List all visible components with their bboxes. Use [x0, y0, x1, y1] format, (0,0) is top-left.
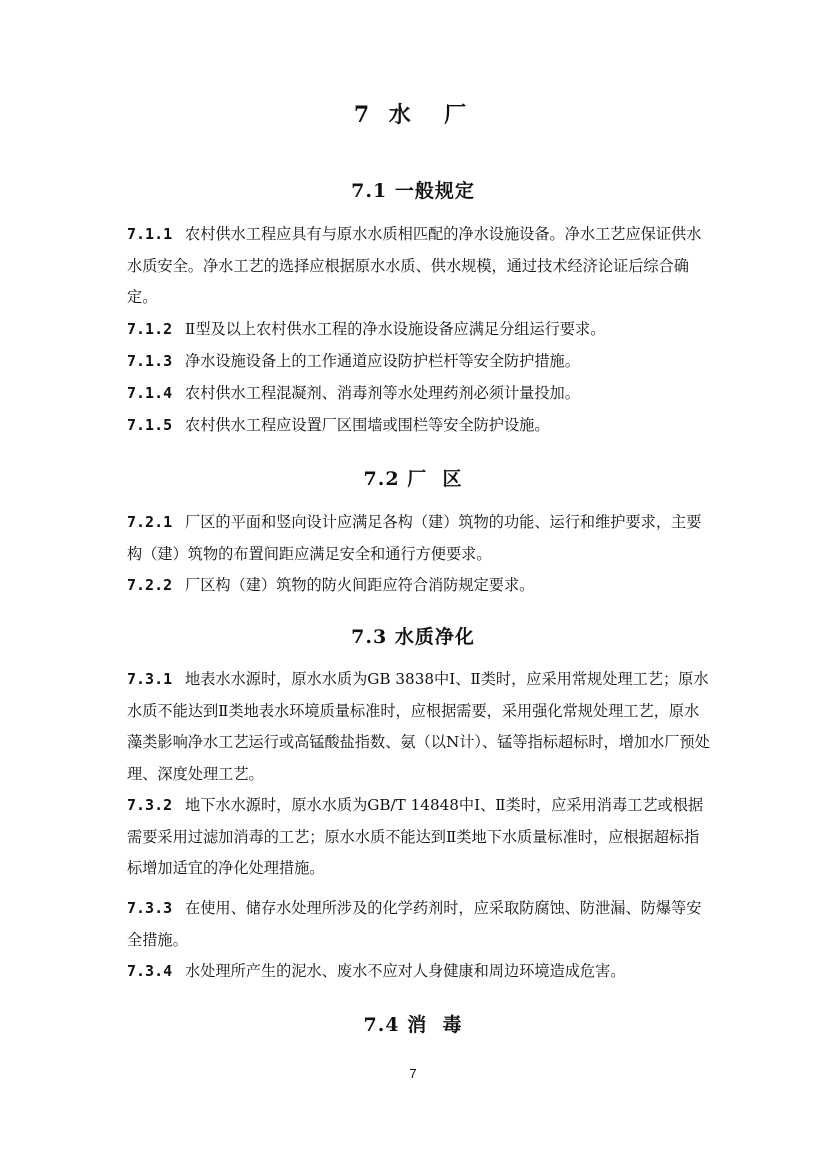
- clause-text: 地下水水源时，原水水质为GB/T 14848中Ⅰ、Ⅱ类时，应采用消毒工艺或根据需要采用过滤加消毒的工艺；原水水质不能达到Ⅱ类地下水质量标准时，应根据超标指标增加适宜的净化处理措施。: [127, 796, 704, 877]
- clause-number: 7.2.1: [127, 513, 173, 531]
- clause-number: 7.3.3: [127, 899, 173, 917]
- clause-7-1-1: [127, 219, 711, 314]
- chapter-title: 7 水 厂: [353, 102, 473, 128]
- section-title-7-3: 7.3 水质净化: [351, 626, 475, 648]
- clause-text: 厂区构（建）筑物的防火间距应符合消防规定要求。: [185, 576, 535, 594]
- clause-text: 农村供水工程混凝剂、消毒剂等水处理药剂必须计量投加。: [185, 384, 580, 402]
- clause-7-1-2: [127, 314, 711, 346]
- clause-text: 地表水水源时，原水水质为GB 3838中Ⅰ、Ⅱ类时，应采用常规处理工艺；原水水质不能达到Ⅱ类地表水环境质量标准时，应根据需要，采用强化常规处理工艺，原水藻类影响净水工艺运行或高锰酸盐指数、氨（以N计）、锰等指标超标时，增加水厂预处理、深度处理工艺。: [127, 670, 710, 783]
- clause-7-2-1: [127, 507, 711, 570]
- clause-number: 7.1.4: [127, 384, 173, 402]
- section-title-7-4: 7.4 消 毒: [363, 1014, 463, 1036]
- section-title-7-2: 7.2 厂 区: [363, 468, 463, 490]
- clause-number: 7.3.2: [127, 796, 173, 814]
- clause-number: 7.1.2: [127, 320, 173, 338]
- clause-number: 7.1.3: [127, 352, 173, 370]
- clause-number: 7.3.4: [127, 962, 173, 980]
- clause-7-1-3: [127, 346, 711, 378]
- section-title-7-1: 7.1 一般规定: [351, 180, 475, 202]
- page-number: 7: [409, 1066, 417, 1081]
- clause-7-1-5: [127, 410, 711, 442]
- clause-text: 水处理所产生的泥水、废水不应对人身健康和周边环境造成危害。: [185, 962, 626, 980]
- clause-text: 在使用、储存水处理所涉及的化学药剂时，应采取防腐蚀、防泄漏、防爆等安全措施。: [127, 899, 702, 949]
- clause-number: 7.1.5: [127, 416, 173, 434]
- clause-text: 农村供水工程应设置厂区围墙或围栏等安全防护设施。: [185, 416, 550, 434]
- clause-number: 7.1.1: [127, 225, 173, 243]
- clause-text: Ⅱ型及以上农村供水工程的净水设施设备应满足分组运行要求。: [185, 320, 606, 338]
- clause-text: 农村供水工程应具有与原水水质相匹配的净水设施设备。净水工艺应保证供水水质安全。净水工艺的选择应根据原水水质、供水规模，通过技术经济论证后综合确定。: [127, 225, 702, 306]
- clause-7-3-2: [127, 790, 711, 885]
- clause-7-3-3: [127, 893, 711, 956]
- clause-7-3-4: [127, 956, 711, 988]
- clause-text: 净水设施设备上的工作通道应设防护栏杆等安全防护措施。: [185, 352, 580, 370]
- clause-7-3-1: [127, 664, 711, 790]
- clause-text: 厂区的平面和竖向设计应满足各构（建）筑物的功能、运行和维护要求，主要构（建）筑物的布置间距应满足安全和通行方便要求。: [127, 513, 702, 563]
- clause-7-2-2: [127, 570, 711, 602]
- clause-number: 7.3.1: [127, 670, 173, 688]
- clause-7-1-4: [127, 378, 711, 410]
- clause-number: 7.2.2: [127, 576, 173, 594]
